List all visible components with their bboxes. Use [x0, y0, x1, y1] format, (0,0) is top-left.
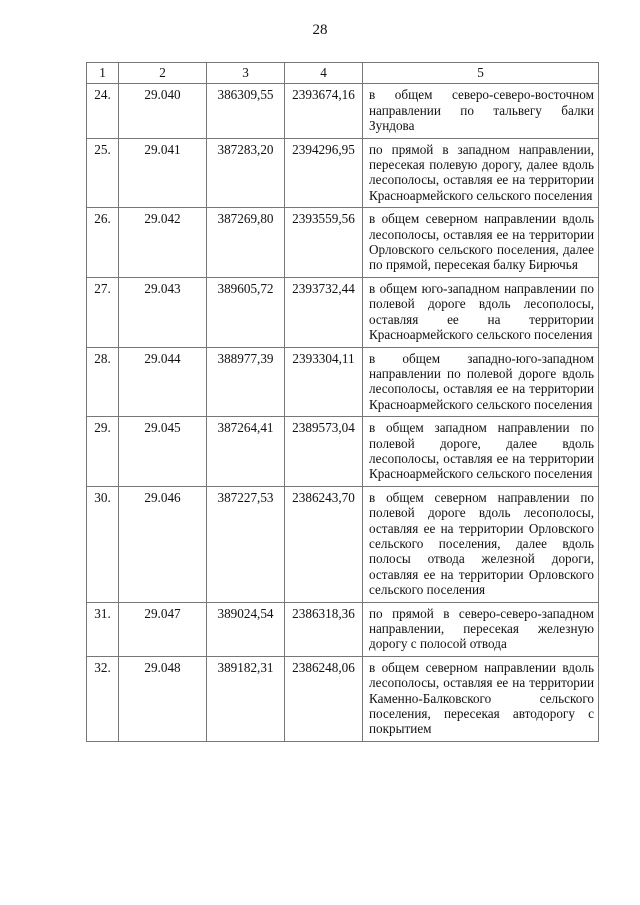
- table-row: [87, 347, 599, 417]
- boundary-description: в общем юго-западном направлении по полевой дороге вдоль лесополосы, оставляя ее на территории Красноармейского сельского поселения: [363, 277, 599, 347]
- point-code: 29.045: [119, 417, 207, 487]
- coord-x: 388977,39: [207, 347, 285, 417]
- table-row: [87, 277, 599, 347]
- row-number: 27.: [87, 277, 119, 347]
- coord-x: 387283,20: [207, 138, 285, 208]
- row-number: 31.: [87, 602, 119, 656]
- table-row: [87, 656, 599, 741]
- point-code: 29.047: [119, 602, 207, 656]
- point-code: 29.041: [119, 138, 207, 208]
- table-row: [87, 486, 599, 602]
- table-row: [87, 208, 599, 278]
- coord-x: 389605,72: [207, 277, 285, 347]
- boundary-description: в общем северо-северо-восточном направлении по тальвегу балки Зундова: [363, 84, 599, 138]
- header-col-5: 5: [363, 63, 599, 84]
- coord-y: 2393559,56: [285, 208, 363, 278]
- point-code: 29.043: [119, 277, 207, 347]
- row-number: 28.: [87, 347, 119, 417]
- table-row: [87, 417, 599, 487]
- boundary-description: в общем западно-юго-западном направлении по полевой дороге вдоль лесополосы, оставляя ее на территории Красноармейского сельского поселения: [363, 347, 599, 417]
- point-code: 29.048: [119, 656, 207, 741]
- coord-y: 2393674,16: [285, 84, 363, 138]
- boundary-description: в общем северном направлении по полевой дороге вдоль лесополосы, оставляя ее на территории Орловского сельского поселения, далее вдоль полосы отвода железной дороги, оставляя ее на территории Орловского сельского поселения: [363, 486, 599, 602]
- point-code: 29.046: [119, 486, 207, 602]
- row-number: 24.: [87, 84, 119, 138]
- coord-x: 389182,31: [207, 656, 285, 741]
- point-code: 29.044: [119, 347, 207, 417]
- coord-y: 2393732,44: [285, 277, 363, 347]
- coord-y: 2389573,04: [285, 417, 363, 487]
- header-col-3: 3: [207, 63, 285, 84]
- coord-x: 387264,41: [207, 417, 285, 487]
- boundary-description: по прямой в северо-северо-западном направлении, пересекая железную дорогу с полосой отвода: [363, 602, 599, 656]
- coord-x: 387227,53: [207, 486, 285, 602]
- row-number: 29.: [87, 417, 119, 487]
- boundary-description: в общем северном направлении вдоль лесополосы, оставляя ее на территории Орловского сельского поселения, далее по прямой, пересекая балку Бирючья: [363, 208, 599, 278]
- header-col-4: 4: [285, 63, 363, 84]
- coord-x: 387269,80: [207, 208, 285, 278]
- row-number: 32.: [87, 656, 119, 741]
- coord-y: 2386248,06: [285, 656, 363, 741]
- row-number: 26.: [87, 208, 119, 278]
- table-header-row: [87, 63, 599, 84]
- coord-y: 2386243,70: [285, 486, 363, 602]
- coord-y: 2393304,11: [285, 347, 363, 417]
- table-row: [87, 138, 599, 208]
- coord-x: 389024,54: [207, 602, 285, 656]
- point-code: 29.042: [119, 208, 207, 278]
- boundary-description: по прямой в западном направлении, пересекая полевую дорогу, далее вдоль лесополосы, оставляя ее на территории Красноармейского сельского поселения: [363, 138, 599, 208]
- coord-y: 2386318,36: [285, 602, 363, 656]
- boundary-points-table: [86, 62, 599, 742]
- table-row: [87, 84, 599, 138]
- table-row: [87, 602, 599, 656]
- header-col-1: 1: [87, 63, 119, 84]
- coord-y: 2394296,95: [285, 138, 363, 208]
- row-number: 30.: [87, 486, 119, 602]
- boundary-description: в общем западном направлении по полевой дороге, далее вдоль лесополосы, оставляя ее на территории Красноармейского сельского поселения: [363, 417, 599, 487]
- coord-x: 386309,55: [207, 84, 285, 138]
- page-number: 28: [312, 22, 328, 38]
- point-code: 29.040: [119, 84, 207, 138]
- boundary-description: в общем северном направлении вдоль лесополосы, оставляя ее на территории Каменно-Балковского сельского поселения, пересекая автодорогу с покрытием: [363, 656, 599, 741]
- header-col-2: 2: [119, 63, 207, 84]
- row-number: 25.: [87, 138, 119, 208]
